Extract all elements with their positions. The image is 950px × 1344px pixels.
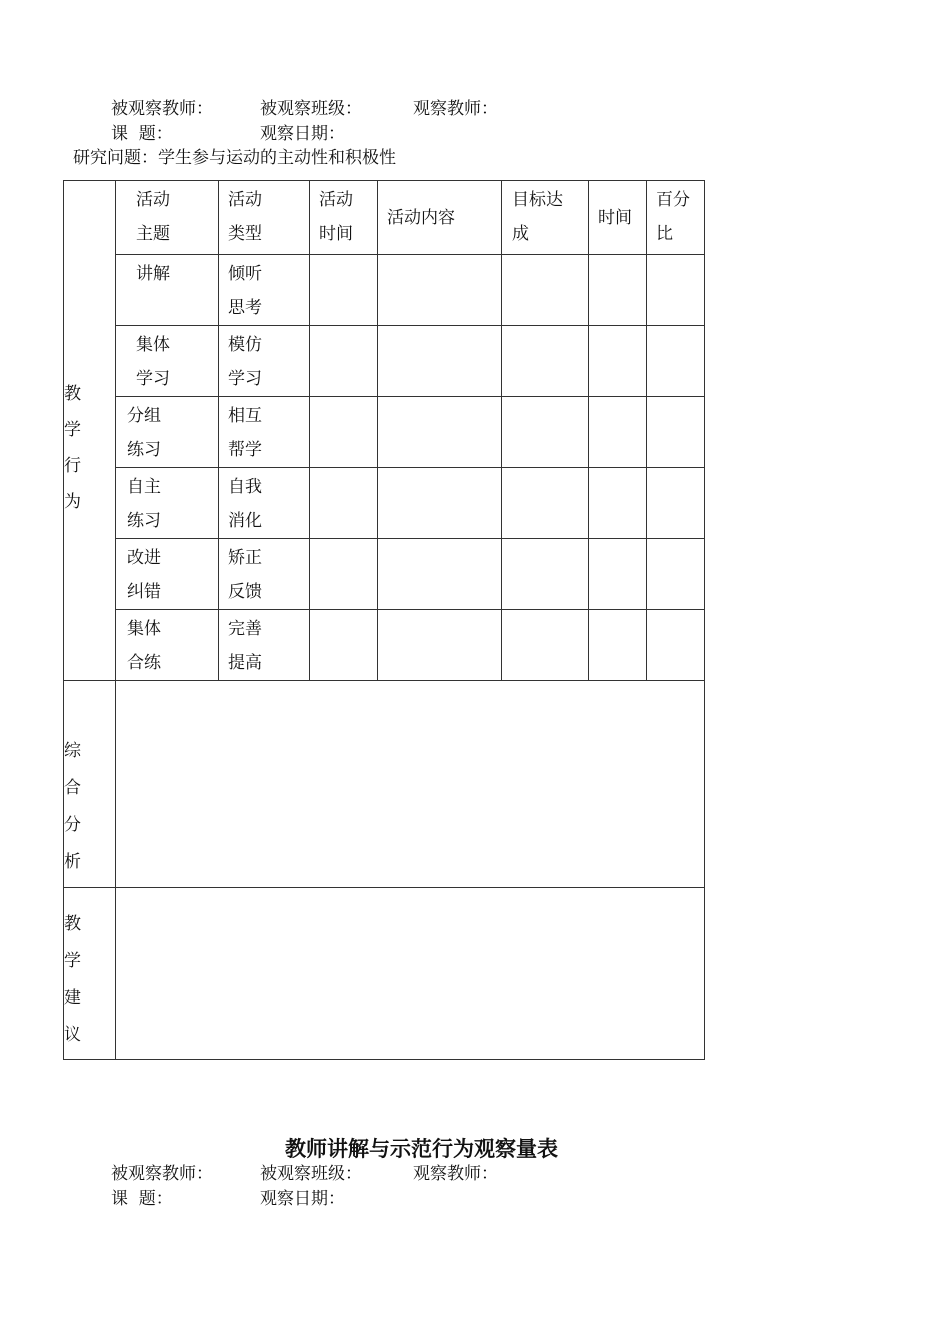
row-content-cell[interactable]	[378, 326, 502, 397]
table-row	[64, 539, 705, 610]
row-percent-cell[interactable]	[647, 610, 705, 681]
row-type: 自我 消化	[219, 468, 310, 539]
observer-label-2: 观察教师：	[413, 1164, 498, 1184]
table-row	[64, 326, 705, 397]
row-time-cell[interactable]	[310, 397, 378, 468]
row-goal-cell[interactable]	[502, 255, 589, 326]
row-percent-cell[interactable]	[647, 255, 705, 326]
row-theme: 分组 练习	[116, 397, 219, 468]
teaching-behavior-label: 教 学 行 为	[64, 181, 116, 681]
row-type: 模仿 学习	[219, 326, 310, 397]
row-goal-cell[interactable]	[502, 468, 589, 539]
header-activity-theme: 活动 主题	[116, 181, 219, 255]
suggestion-row	[64, 888, 705, 1060]
row-time-cell[interactable]	[310, 539, 378, 610]
row-duration-cell[interactable]	[589, 610, 647, 681]
analysis-label: 综 合 分 析	[64, 681, 116, 888]
row-type: 矫正 反馈	[219, 539, 310, 610]
row-duration-cell[interactable]	[589, 539, 647, 610]
header-duration: 时间	[589, 181, 647, 255]
table-row	[64, 397, 705, 468]
observed-teacher-label-2: 被观察教师：	[111, 1164, 213, 1184]
row-time-cell[interactable]	[310, 610, 378, 681]
row-percent-cell[interactable]	[647, 468, 705, 539]
header-activity-time: 活动 时间	[310, 181, 378, 255]
observer-label: 观察教师：	[413, 99, 498, 119]
row-content-cell[interactable]	[378, 468, 502, 539]
row-type: 相互 帮学	[219, 397, 310, 468]
table-row	[64, 468, 705, 539]
header-goal: 目标达 成	[502, 181, 589, 255]
header-percent: 百分 比	[647, 181, 705, 255]
row-theme: 讲解	[116, 255, 219, 326]
row-content-cell[interactable]	[378, 255, 502, 326]
topic-label: 课 题：	[111, 124, 173, 144]
suggestion-label: 教 学 建 议	[64, 888, 116, 1060]
header-activity-content: 活动内容	[378, 181, 502, 255]
row-content-cell[interactable]	[378, 610, 502, 681]
row-goal-cell[interactable]	[502, 397, 589, 468]
row-theme: 集体 学习	[116, 326, 219, 397]
header-activity-type: 活动 类型	[219, 181, 310, 255]
analysis-content-cell[interactable]	[116, 681, 705, 888]
row-percent-cell[interactable]	[647, 326, 705, 397]
section2-title: 教师讲解与示范行为观察量表	[285, 1137, 558, 1161]
row-type: 完善 提高	[219, 610, 310, 681]
row-duration-cell[interactable]	[589, 326, 647, 397]
row-duration-cell[interactable]	[589, 468, 647, 539]
observed-teacher-label: 被观察教师：	[111, 99, 213, 119]
observation-table	[63, 180, 705, 1060]
row-theme: 改进 纠错	[116, 539, 219, 610]
row-duration-cell[interactable]	[589, 397, 647, 468]
date-label-2: 观察日期：	[260, 1189, 345, 1209]
analysis-row	[64, 681, 705, 888]
table-row	[64, 255, 705, 326]
row-time-cell[interactable]	[310, 326, 378, 397]
row-theme: 集体 合练	[116, 610, 219, 681]
row-time-cell[interactable]	[310, 255, 378, 326]
topic-label-2: 课 题：	[111, 1189, 173, 1209]
row-time-cell[interactable]	[310, 468, 378, 539]
row-goal-cell[interactable]	[502, 539, 589, 610]
row-content-cell[interactable]	[378, 397, 502, 468]
suggestion-content-cell[interactable]	[116, 888, 705, 1060]
table-row	[64, 610, 705, 681]
date-label: 观察日期：	[260, 124, 345, 144]
row-goal-cell[interactable]	[502, 610, 589, 681]
row-content-cell[interactable]	[378, 539, 502, 610]
research-question: 研究问题：学生参与运动的主动性和积极性	[73, 148, 396, 168]
row-percent-cell[interactable]	[647, 539, 705, 610]
row-theme: 自主 练习	[116, 468, 219, 539]
row-type: 倾听 思考	[219, 255, 310, 326]
observed-class-label: 被观察班级：	[260, 99, 362, 119]
row-duration-cell[interactable]	[589, 255, 647, 326]
row-goal-cell[interactable]	[502, 326, 589, 397]
table-header-row	[64, 181, 705, 255]
observed-class-label-2: 被观察班级：	[260, 1164, 362, 1184]
row-percent-cell[interactable]	[647, 397, 705, 468]
